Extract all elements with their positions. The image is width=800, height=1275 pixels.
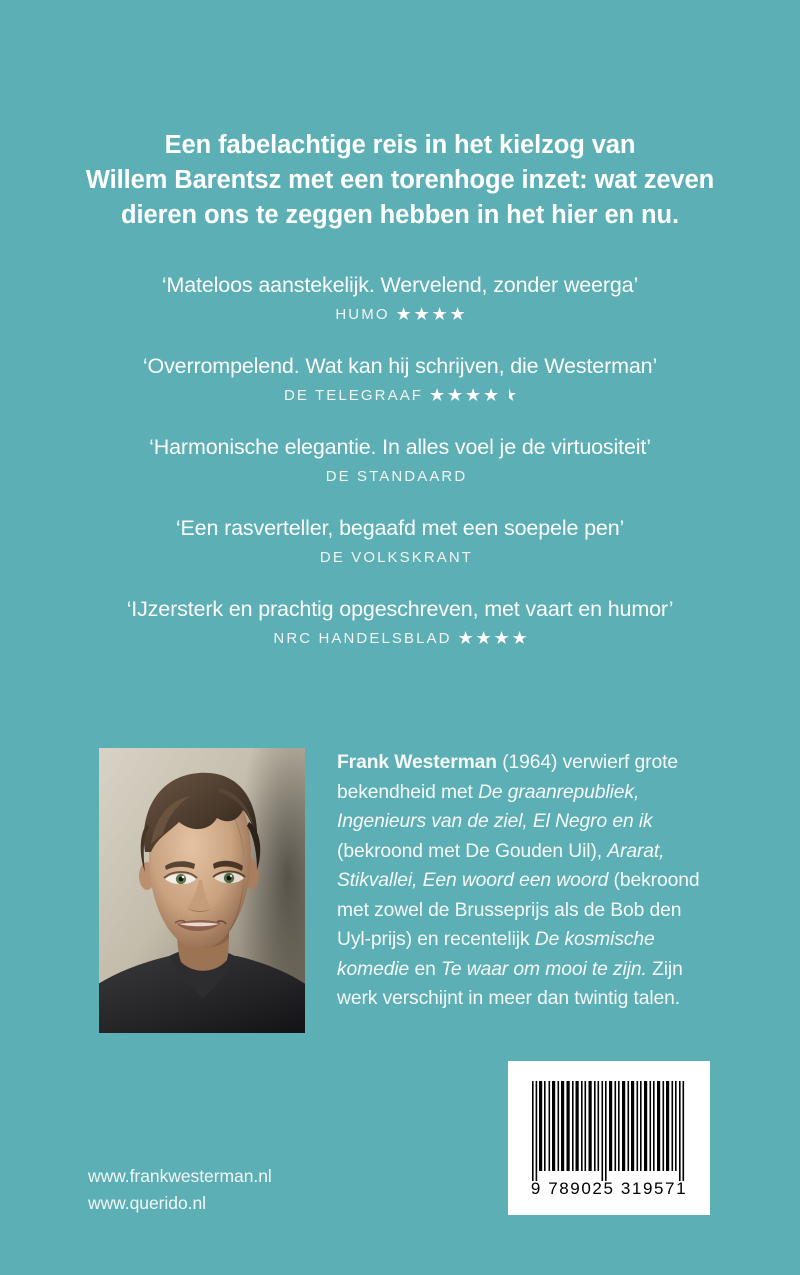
star-icon [433, 307, 447, 321]
headline-line-3: dieren ons te zeggen hebben in het hier en nu. [121, 201, 679, 229]
review-quote-de-standaard [40, 434, 760, 488]
quote-source: NRC HANDELSBLAD [273, 630, 452, 647]
page-title [60, 128, 740, 233]
star-icon [415, 307, 429, 321]
star-icon [430, 388, 444, 402]
quote-source: HUMO [335, 306, 390, 323]
review-quote-de-telegraaf [40, 353, 760, 407]
star-rating [397, 307, 465, 321]
star-icon [466, 388, 480, 402]
review-quotes-list [40, 272, 760, 650]
star-icon [484, 388, 498, 402]
quote-text: ‘Een rasverteller, begaafd met een soepele pen’ [175, 516, 625, 540]
star-icon [459, 631, 473, 645]
star-rating [459, 631, 527, 645]
star-icon [397, 307, 411, 321]
website-links [88, 1163, 272, 1217]
barcode [508, 1061, 710, 1215]
review-quote-humo [40, 272, 760, 326]
quote-source: DE STANDAARD [325, 468, 468, 485]
quote-source: DE TELEGRAAF [283, 387, 424, 404]
quote-source-line [40, 304, 760, 326]
half-star-icon [502, 388, 516, 402]
barcode-number: 9 789025 319571 [530, 1179, 688, 1198]
star-icon [448, 388, 462, 402]
quote-text: ‘Harmonische elegantie. In alles voel je de virtuositeit’ [149, 435, 651, 459]
author-bio-text: Frank Westerman (1964) verwierf grote bekendheid met De graanrepubliek, Ingenieurs van de ziel, El Negro en ik (bekroond met De Gouden Uil), Ararat, Stikvallei, Een woord een woord (bekroond met zowel de Brusseprijs als de Bob den Uyl-prijs) en recentelijk De kosmische komedie en Te waar om mooi te zijn. Zijn werk verschijnt in meer dan twintig talen. [337, 752, 700, 1009]
quote-source-line [40, 385, 760, 407]
star-icon [451, 307, 465, 321]
star-icon [495, 631, 509, 645]
quote-text: ‘Overrompelend. Wat kan hij schrijven, die Westerman’ [142, 354, 658, 378]
headline-line-2: Willem Barentsz met een torenhoge inzet: wat zeven [85, 166, 715, 194]
author-portrait-photo [99, 748, 305, 1033]
quote-text: ‘IJzersterk en prachtig opgeschreven, met vaart en humor’ [126, 597, 674, 621]
quote-text: ‘Mateloos aanstekelijk. Wervelend, zonder weerga’ [161, 273, 639, 297]
quote-source-line [40, 547, 760, 569]
star-rating [430, 388, 516, 402]
quote-source: DE VOLKSKRANT [319, 549, 474, 566]
star-icon [477, 631, 491, 645]
barcode-bars [530, 1081, 688, 1181]
quote-source-line [40, 628, 760, 650]
link-frankwesterman[interactable]: www.frankwesterman.nl [88, 1166, 272, 1186]
review-quote-de-volkskrant [40, 515, 760, 569]
star-icon [513, 631, 527, 645]
review-quote-nrc-handelsblad [40, 596, 760, 650]
link-querido[interactable]: www.querido.nl [88, 1193, 206, 1213]
headline-line-1: Een fabelachtige reis in het kielzog van [164, 131, 636, 159]
quote-source-line [40, 466, 760, 488]
